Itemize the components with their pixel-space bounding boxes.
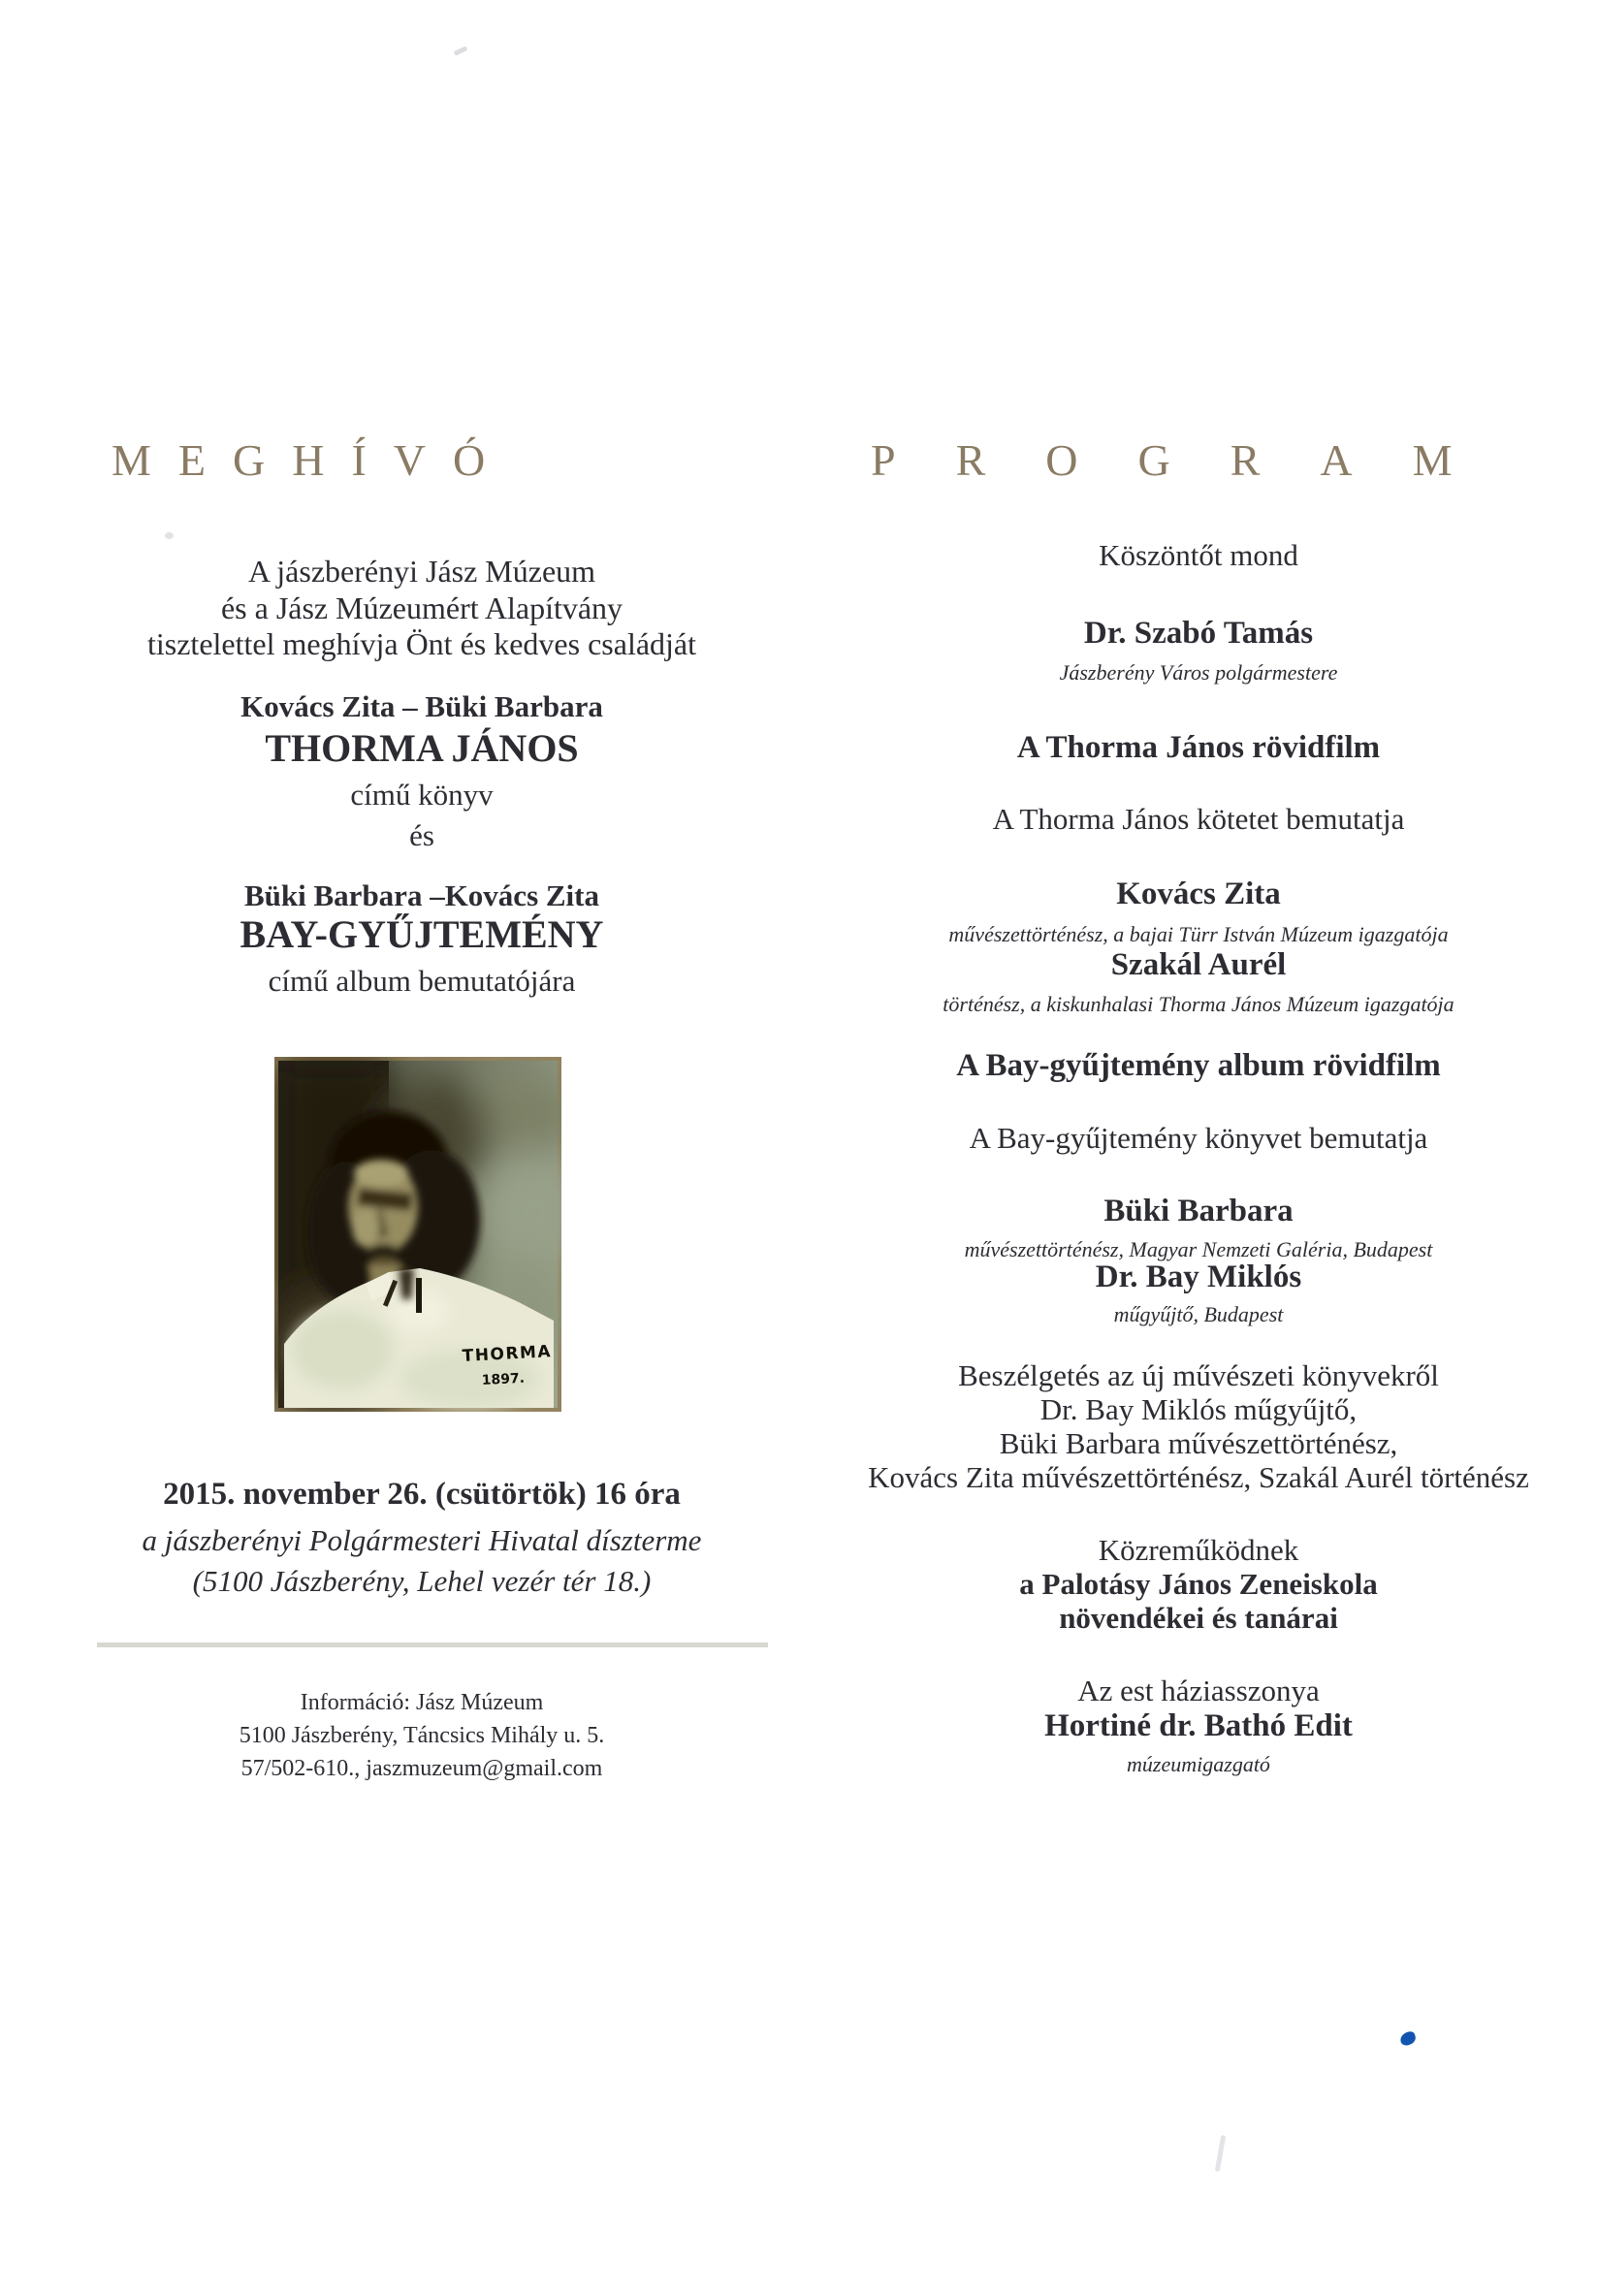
portrait-painting-svg [274,1057,561,1412]
contributors-line2: növendékei és tanárai [1059,1601,1338,1635]
scan-smudge-top [454,46,468,55]
greeter-role: Jászberény Város polgármestere [1059,660,1338,685]
discussion-line2: Dr. Bay Miklós műgyűjtő, [1039,1392,1358,1426]
invitation-heading: MEGHÍVÓ [112,435,513,485]
connector-text: és [409,818,434,852]
horizontal-divider [97,1642,768,1647]
program-heading: PROGRAM [871,435,1513,485]
discussion-line3: Büki Barbara művészettörténész, [999,1426,1398,1460]
book1-title: THORMA JÁNOS [265,726,579,770]
greeter-name: Dr. Szabó Tamás [1083,616,1314,651]
greeting-label: Köszöntőt mond [1099,538,1298,572]
invitation-intro-line2: és a Jász Múzeumért Alapítvány [220,590,623,625]
presenter1-name: Kovács Zita [1116,877,1281,911]
invitation-intro-line3: tisztelettel meghívja Önt és kedves családját [146,626,697,661]
scan-smudge-left [165,532,174,539]
presenter2-role: történész, a kiskunhalasi Thorma János Múzeum igazgatója [943,992,1454,1016]
host-role: múzeumigazgató [1127,1752,1270,1776]
book2-subtitle: című album bemutatójára [268,964,576,998]
film2-title: A Bay-gyűjtemény album rövidfilm [956,1048,1441,1083]
invitation-intro-line1: A jászberényi Jász Múzeum [247,554,596,589]
presenter3-name: Büki Barbara [1103,1194,1294,1228]
presenter4-role: műgyűjtő, Budapest [1113,1302,1284,1326]
event-address: (5100 Jászberény, Lehel vezér tér 18.) [192,1564,652,1598]
book2-title: BAY-GYŰJTEMÉNY [240,912,604,956]
info-line1: Információ: Jász Múzeum [300,1690,544,1715]
info-line2: 5100 Jászberény, Táncsics Mihály u. 5. [239,1723,605,1748]
event-datetime: 2015. november 26. (csütörtök) 16 óra [163,1477,681,1512]
contributors-label: Közreműködnek [1098,1533,1299,1567]
book1-authors: Kovács Zita – Büki Barbara [240,689,603,723]
present1-label: A Thorma János kötetet bemutatja [992,802,1405,836]
portrait-signature-name: THORMA [462,1342,553,1366]
event-venue: a jászberényi Polgármesteri Hivatal díszterme [142,1523,702,1557]
presenter2-name: Szakál Aurél [1110,947,1287,982]
film1-title: A Thorma János rövidfilm [1016,730,1381,765]
presenter4-name: Dr. Bay Miklós [1095,1260,1302,1294]
presenter1-role: művészettörténész, a bajai Türr István Múzeum igazgatója [948,922,1449,946]
discussion-line1: Beszélgetés az új művészeti könyvekről [958,1358,1439,1392]
book1-subtitle: című könyv [350,778,494,812]
scan-smudge-bottom [1215,2135,1227,2172]
info-line3: 57/502-610., jaszmuzeum@gmail.com [240,1756,603,1781]
blue-ink-dot [1398,2030,1417,2047]
book2-authors: Büki Barbara –Kovács Zita [243,878,599,912]
presenter3-role: művészettörténész, Magyar Nemzeti Galéria, Budapest [964,1237,1433,1261]
host-name: Hortiné dr. Bathó Edit [1044,1708,1353,1743]
host-label: Az est háziasszonya [1077,1674,1320,1707]
portrait-signature-year: 1897. [481,1370,526,1388]
present2-label: A Bay-gyűjtemény könyvet bemutatja [969,1121,1428,1155]
portrait-painting [274,1057,561,1412]
discussion-line4: Kovács Zita művészettörténész, Szakál Aurél történész [868,1460,1529,1494]
contributors-line1: a Palotásy János Zeneiskola [1019,1567,1378,1601]
